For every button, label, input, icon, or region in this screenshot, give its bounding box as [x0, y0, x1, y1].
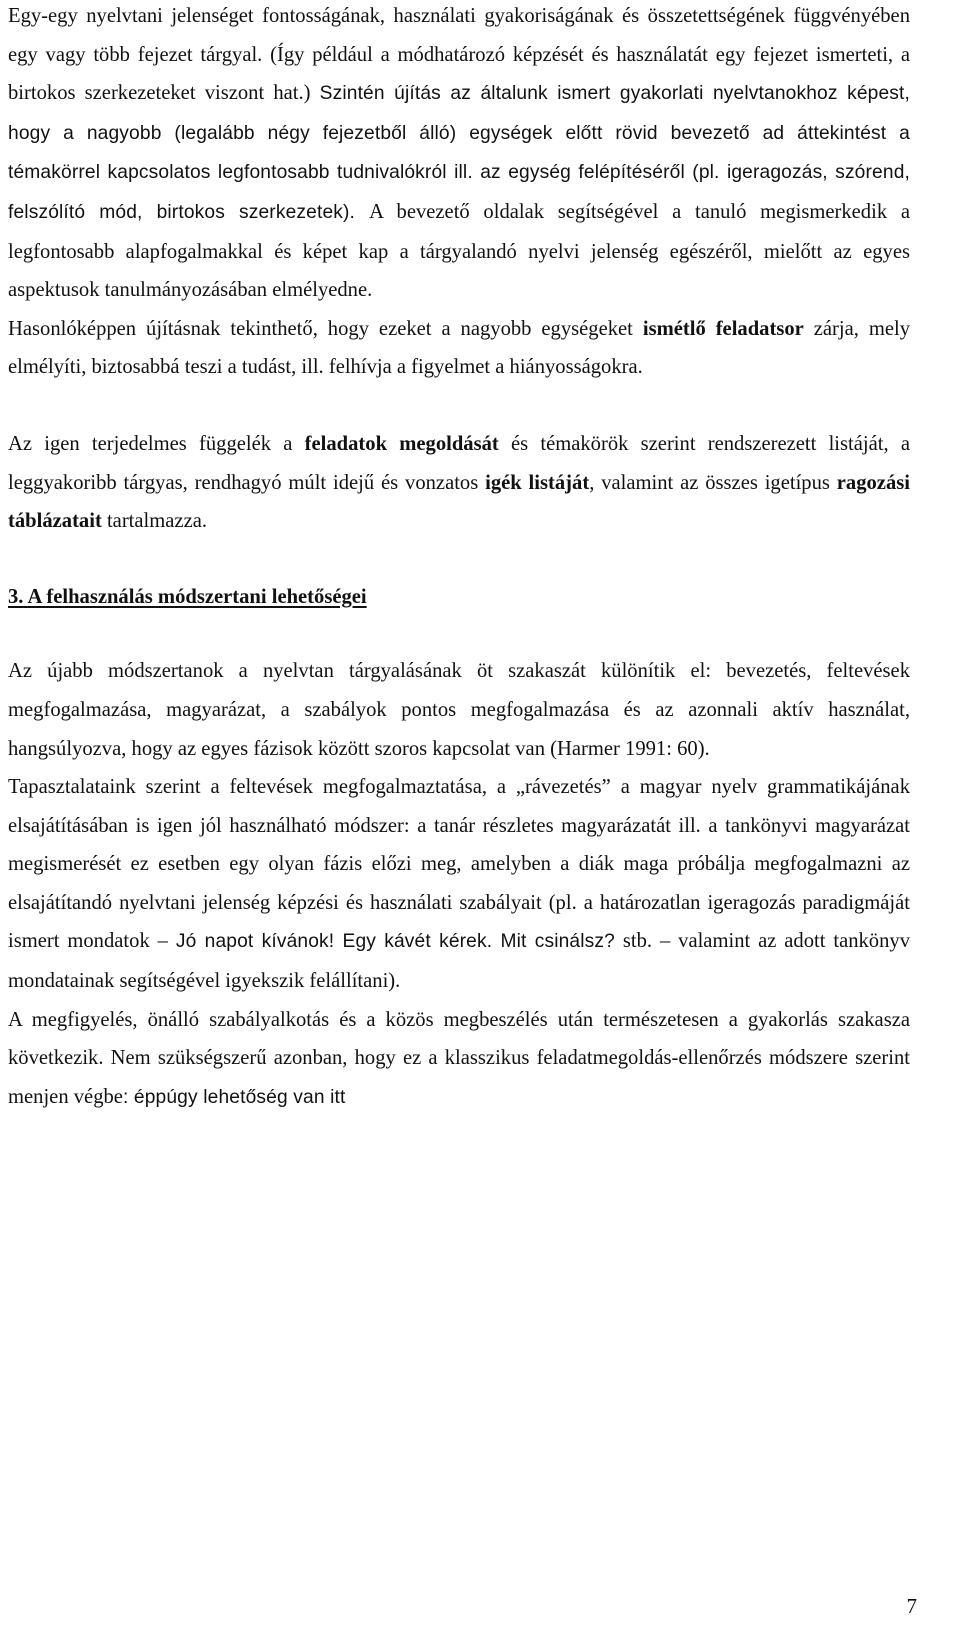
paragraph-structure-sans-text: Szintén újítás az általunk ismert gyakorlati nyelvtanokhoz képest, hogy a nagyobb (legalább négy fejezetből álló) egységek előtt rövid bevezető ad áttekintést a témakörrel kapcsolatos legfontosabb tudnivalókról ill. az egység felépítéséről (pl. igeragozás, szórend, felszólító mód, birtokos szerkezetek). — [8, 83, 910, 223]
paragraph-structure-end: A bevezető oldalak segítségével a tanuló megismerkedik a legfontosabb alapfogalmakkal és képet kap a tárgyalandó nyelvi jelenség egészéről, mielőtt az egyes aspektusok tanulmányozásában elmélyedne. — [8, 200, 910, 302]
paragraph-review-end: zárja, mely elmélyíti, biztosabbá teszi a tudást, ill. felhívja a figyelmet a hiányosságokra. — [8, 317, 910, 379]
paragraph-practice-text: A megfigyelés, önálló szabályalkotás és a közös megbeszélés után természetesen a gyakorlás szakasza következik. Nem szükségszerű azonban, hogy ez a klasszikus feladatmegoldás-ellenőrzés módszere szerint menjen végbe — [8, 1008, 910, 1108]
emphasis-review-tasks: ismétlő feladatsor — [642, 317, 804, 340]
section-heading-title: A felhasználás módszertani lehetőségei — [27, 585, 367, 608]
section-heading-number: 3. — [8, 585, 24, 608]
section-heading — [8, 578, 910, 617]
paragraph-methodology: Az újabb módszertanok a nyelvtan tárgyalásának öt szakaszát különítik el: bevezetés, feltevések megfogalmazása, magyarázat, a szabályok pontos megfogalmazása és az azonnali aktív használat, hangsúlyozva, hogy az egyes fázisok között szoros kapcsolat van (Harmer 1991: 60). — [8, 660, 910, 760]
paragraph-appendix — [8, 425, 910, 541]
paragraph-experience — [8, 768, 910, 1001]
paragraph-review-tasks — [8, 310, 910, 387]
paragraph-experience-text: Tapasztalataink szerint a feltevések megfogalmaztatása, a „rávezetés” a magyar nyelv grammatikájának elsajátításában is igen jól használható módszer: a tanár részletes magyarázatát ill. a tankönyvi magyarázat megismerését ez esetben egy olyan fázis előzi meg, amelyben a diák maga próbálja megfogalmazni az elsajátítandó nyelvtani jelenség képzési és használati szabályait (pl. a határozatlan igeragozás paradigmáját ismert mondatok – — [8, 776, 910, 953]
emphasis-solutions: feladatok megoldását — [304, 432, 499, 455]
paragraph-review-text: Hasonlóképpen újításnak tekinthető, hogy ezeket a nagyobb egységeket — [8, 317, 643, 340]
paragraph-practice-end: : éppúgy lehetőség van itt — [122, 1086, 346, 1108]
emphasis-conjugation-tables: ragozási táblázatait — [8, 471, 910, 533]
paragraph-appendix-text: Az igen terjedelmes függelék a — [8, 432, 305, 455]
paragraph-appendix-end: tartalmazza. — [101, 510, 207, 533]
paragraph-structure-text: Egy-egy nyelvtani jelenséget fontosságának, használati gyakoriságának és összetettségének függvényében egy vagy több fejezet tárgyal. (Így például a módhatározó képzését és használatát egy fejezet ismerteti, a birtokos szerkezeteket viszont hat.) — [8, 5, 910, 105]
paragraph-appendix-middle: és témakörök szerint rendszerezett listáját, a leggyakoribb tárgyas, rendhagyó múlt idejű és vonzatos — [8, 432, 910, 494]
emphasis-verb-lists: igék listáját — [485, 471, 590, 494]
paragraph-appendix-middle-2: , valamint az összes igetípus — [589, 471, 837, 494]
paragraph-practice — [8, 1001, 910, 1118]
page-number: 7 — [906, 1594, 917, 1618]
paragraph-structure — [8, 0, 910, 310]
paragraph-experience-end: stb. – valamint az adott tankönyv mondatainak segítségével igyekszik felállítani). — [8, 930, 910, 993]
document-page — [8, 0, 910, 1117]
paragraph-experience-examples: Jó napot kívánok! Egy kávét kérek. Mit csinálsz? — [175, 931, 615, 953]
